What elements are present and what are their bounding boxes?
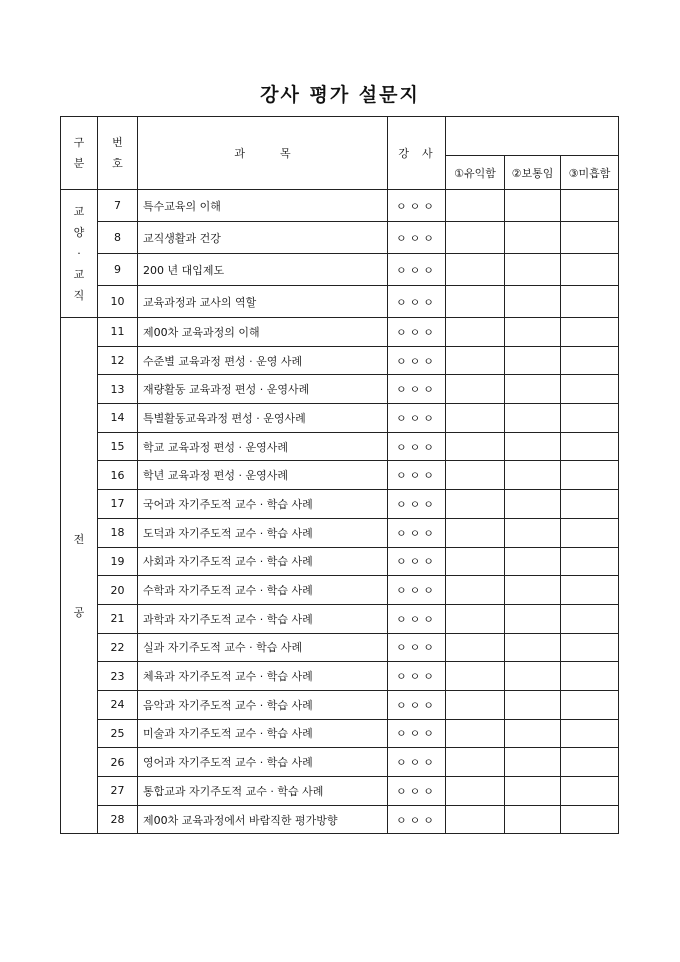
row-instructor: ㅇㅇㅇ (388, 719, 446, 748)
rating-useful-cell[interactable] (446, 375, 505, 404)
group-label-general: 교 양 · 교 직 (61, 190, 98, 318)
table-row (61, 719, 619, 748)
rating-average-cell[interactable] (505, 375, 561, 404)
rating-poor-cell[interactable] (561, 490, 619, 519)
row-subject: 영어과 자기주도적 교수 · 학습 사례 (138, 748, 388, 777)
row-number: 13 (98, 375, 138, 404)
row-number: 26 (98, 748, 138, 777)
row-instructor: ㅇㅇㅇ (388, 748, 446, 777)
rating-average-cell[interactable] (505, 777, 561, 806)
rating-poor-cell[interactable] (561, 576, 619, 605)
rating-average-cell[interactable] (505, 604, 561, 633)
table-row (61, 748, 619, 777)
rating-useful-cell[interactable] (446, 748, 505, 777)
row-number: 24 (98, 690, 138, 719)
instructor-header: 강 사 (388, 117, 446, 190)
row-instructor: ㅇㅇㅇ (388, 318, 446, 347)
number-header: 번 호 (98, 117, 138, 190)
table-row (61, 805, 619, 834)
rating-poor-cell[interactable] (561, 318, 619, 347)
category-header: 구 분 (61, 117, 98, 190)
rating-average-cell[interactable] (505, 805, 561, 834)
row-instructor: ㅇㅇㅇ (388, 490, 446, 519)
rating-poor-cell[interactable] (561, 346, 619, 375)
row-number: 11 (98, 318, 138, 347)
rating-useful-cell[interactable] (446, 404, 505, 433)
row-subject: 사회과 자기주도적 교수 · 학습 사례 (138, 547, 388, 576)
row-number: 15 (98, 432, 138, 461)
rating-poor-cell[interactable] (561, 633, 619, 662)
rating-average-cell[interactable] (505, 432, 561, 461)
row-subject: 체육과 자기주도적 교수 · 학습 사례 (138, 662, 388, 691)
rating-average-cell[interactable] (505, 190, 561, 222)
row-instructor: ㅇㅇㅇ (388, 576, 446, 605)
row-subject: 교육과정과 교사의 역할 (138, 286, 388, 318)
rating-average-cell[interactable] (505, 222, 561, 254)
rating-average-cell[interactable] (505, 404, 561, 433)
row-number: 20 (98, 576, 138, 605)
row-instructor: ㅇㅇㅇ (388, 346, 446, 375)
rating-useful-cell[interactable] (446, 190, 505, 222)
table-row (61, 404, 619, 433)
rating-useful-cell[interactable] (446, 432, 505, 461)
rating-poor-cell[interactable] (561, 222, 619, 254)
rating-poor-cell[interactable] (561, 375, 619, 404)
row-subject: 학교 교육과정 편성 · 운영사례 (138, 432, 388, 461)
rating-useful-cell[interactable] (446, 346, 505, 375)
rating-average-cell[interactable] (505, 518, 561, 547)
row-instructor: ㅇㅇㅇ (388, 633, 446, 662)
row-subject: 국어과 자기주도적 교수 · 학습 사례 (138, 490, 388, 519)
rating-useful-cell[interactable] (446, 222, 505, 254)
row-subject: 200 년 대입제도 (138, 254, 388, 286)
table-row (61, 633, 619, 662)
row-subject: 교직생활과 건강 (138, 222, 388, 254)
rating-average-cell[interactable] (505, 547, 561, 576)
rating-poor-cell[interactable] (561, 254, 619, 286)
row-instructor: ㅇㅇㅇ (388, 604, 446, 633)
rating-average-cell[interactable] (505, 748, 561, 777)
row-number: 14 (98, 404, 138, 433)
rating-average-cell[interactable] (505, 490, 561, 519)
subject-header: 과 목 (138, 117, 388, 190)
table-row (61, 461, 619, 490)
row-number: 27 (98, 777, 138, 806)
rating-header-blank (446, 117, 619, 156)
table-row (61, 490, 619, 519)
row-subject: 제00차 교육과정에서 바람직한 평가방향 (138, 805, 388, 834)
rating-useful-cell[interactable] (446, 254, 505, 286)
rating-poor-cell[interactable] (561, 404, 619, 433)
row-instructor: ㅇㅇㅇ (388, 254, 446, 286)
rating-average-cell[interactable] (505, 286, 561, 318)
table-row (61, 662, 619, 691)
rating-useful-cell[interactable] (446, 576, 505, 605)
table-row (61, 518, 619, 547)
survey-table (60, 116, 619, 834)
row-instructor: ㅇㅇㅇ (388, 662, 446, 691)
rating-useful-cell[interactable] (446, 719, 505, 748)
row-number: 18 (98, 518, 138, 547)
rating-useful-cell[interactable] (446, 662, 505, 691)
table-row (61, 777, 619, 806)
rating-average-cell[interactable] (505, 346, 561, 375)
row-subject: 음악과 자기주도적 교수 · 학습 사례 (138, 690, 388, 719)
rating-poor-cell[interactable] (561, 748, 619, 777)
table-row (61, 222, 619, 254)
row-number: 19 (98, 547, 138, 576)
table-row (61, 432, 619, 461)
row-number: 22 (98, 633, 138, 662)
rating-useful-header: ①유익함 (446, 156, 505, 190)
row-subject: 특별활동교육과정 편성 · 운영사례 (138, 404, 388, 433)
row-subject: 특수교육의 이해 (138, 190, 388, 222)
row-number: 10 (98, 286, 138, 318)
rating-useful-cell[interactable] (446, 518, 505, 547)
rating-useful-cell[interactable] (446, 633, 505, 662)
row-subject: 실과 자기주도적 교수 · 학습 사례 (138, 633, 388, 662)
rating-average-header: ②보통임 (505, 156, 561, 190)
row-number: 28 (98, 805, 138, 834)
row-instructor: ㅇㅇㅇ (388, 190, 446, 222)
rating-useful-cell[interactable] (446, 286, 505, 318)
row-subject: 도덕과 자기주도적 교수 · 학습 사례 (138, 518, 388, 547)
table-row (61, 190, 619, 222)
table-row (61, 690, 619, 719)
row-number: 9 (98, 254, 138, 286)
rating-useful-cell[interactable] (446, 777, 505, 806)
row-instructor: ㅇㅇㅇ (388, 805, 446, 834)
rating-average-cell[interactable] (505, 576, 561, 605)
rating-poor-cell[interactable] (561, 547, 619, 576)
row-subject: 수준별 교육과정 편성 · 운영 사례 (138, 346, 388, 375)
table-row (61, 547, 619, 576)
rating-useful-cell[interactable] (446, 604, 505, 633)
row-instructor: ㅇㅇㅇ (388, 547, 446, 576)
rating-average-cell[interactable] (505, 633, 561, 662)
group-label-major: 전 공 (61, 318, 98, 834)
table-row (61, 318, 619, 347)
row-number: 17 (98, 490, 138, 519)
row-instructor: ㅇㅇㅇ (388, 432, 446, 461)
rating-average-cell[interactable] (505, 461, 561, 490)
row-instructor: ㅇㅇㅇ (388, 222, 446, 254)
rating-average-cell[interactable] (505, 690, 561, 719)
row-subject: 수학과 자기주도적 교수 · 학습 사례 (138, 576, 388, 605)
row-instructor: ㅇㅇㅇ (388, 518, 446, 547)
row-instructor: ㅇㅇㅇ (388, 375, 446, 404)
row-number: 12 (98, 346, 138, 375)
rating-average-cell[interactable] (505, 318, 561, 347)
rating-poor-cell[interactable] (561, 604, 619, 633)
row-subject: 통합교과 자기주도적 교수 · 학습 사례 (138, 777, 388, 806)
rating-useful-cell[interactable] (446, 490, 505, 519)
row-subject: 제00차 교육과정의 이해 (138, 318, 388, 347)
table-row (61, 375, 619, 404)
rating-poor-cell[interactable] (561, 286, 619, 318)
row-number: 16 (98, 461, 138, 490)
rating-poor-cell[interactable] (561, 518, 619, 547)
page-title: 강사 평가 설문지 (260, 84, 420, 106)
row-subject: 재량활동 교육과정 편성 · 운영사례 (138, 375, 388, 404)
rating-useful-cell[interactable] (446, 805, 505, 834)
rating-poor-cell[interactable] (561, 777, 619, 806)
row-instructor: ㅇㅇㅇ (388, 404, 446, 433)
rating-poor-cell[interactable] (561, 805, 619, 834)
row-instructor: ㅇㅇㅇ (388, 690, 446, 719)
rating-average-cell[interactable] (505, 719, 561, 748)
table-row (61, 576, 619, 605)
row-number: 8 (98, 222, 138, 254)
row-instructor: ㅇㅇㅇ (388, 777, 446, 806)
row-number: 7 (98, 190, 138, 222)
table-row (61, 346, 619, 375)
row-subject: 과학과 자기주도적 교수 · 학습 사례 (138, 604, 388, 633)
row-number: 21 (98, 604, 138, 633)
rating-poor-cell[interactable] (561, 662, 619, 691)
rating-poor-cell[interactable] (561, 719, 619, 748)
table-row (61, 286, 619, 318)
table-row (61, 254, 619, 286)
rating-useful-cell[interactable] (446, 690, 505, 719)
rating-poor-header: ③미흡함 (561, 156, 619, 190)
row-subject: 미술과 자기주도적 교수 · 학습 사례 (138, 719, 388, 748)
row-instructor: ㅇㅇㅇ (388, 461, 446, 490)
rating-poor-cell[interactable] (561, 432, 619, 461)
row-instructor: ㅇㅇㅇ (388, 286, 446, 318)
rating-average-cell[interactable] (505, 254, 561, 286)
rating-useful-cell[interactable] (446, 318, 505, 347)
rating-useful-cell[interactable] (446, 461, 505, 490)
rating-useful-cell[interactable] (446, 547, 505, 576)
row-number: 25 (98, 719, 138, 748)
rating-poor-cell[interactable] (561, 461, 619, 490)
rating-poor-cell[interactable] (561, 690, 619, 719)
table-row (61, 604, 619, 633)
row-subject: 학년 교육과정 편성 · 운영사례 (138, 461, 388, 490)
rating-average-cell[interactable] (505, 662, 561, 691)
row-number: 23 (98, 662, 138, 691)
header-row (61, 117, 619, 156)
rating-poor-cell[interactable] (561, 190, 619, 222)
